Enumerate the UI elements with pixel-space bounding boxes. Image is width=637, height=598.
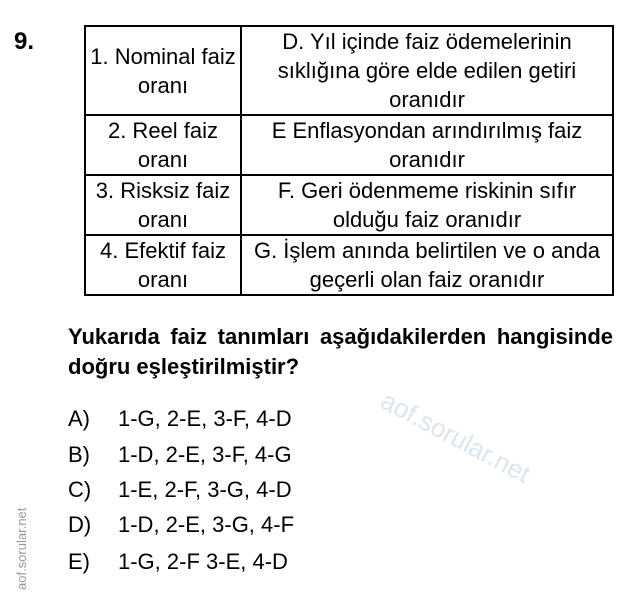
table-row bbox=[85, 235, 613, 295]
definition-cell: D. Yıl içinde faiz ödemelerinin sıklığına göre elde edilen getiri oranıdır bbox=[241, 26, 613, 115]
option-letter: D) bbox=[68, 512, 92, 537]
option-letter: B) bbox=[68, 442, 90, 467]
definition-cell: E Enflasyondan arındırılmış faiz oranıdır bbox=[241, 115, 613, 175]
option-text: 1-D, 2-E, 3-G, 4-F bbox=[118, 512, 295, 537]
term-cell: 1. Nominal faiz oranı bbox=[85, 26, 241, 115]
table-row bbox=[85, 115, 613, 175]
option-a[interactable] bbox=[68, 404, 292, 434]
option-c[interactable] bbox=[68, 475, 292, 505]
watermark: aof.sorular.net bbox=[375, 385, 536, 489]
term-cell: 3. Risksiz faiz oranı bbox=[85, 175, 241, 235]
option-e[interactable] bbox=[68, 547, 288, 577]
option-d[interactable] bbox=[68, 510, 295, 540]
definitions-table bbox=[84, 25, 614, 296]
table-row bbox=[85, 26, 613, 115]
table-row bbox=[85, 175, 613, 235]
question-text: Yukarıda faiz tanımları aşağıdakilerden hangisinde doğru eşleştirilmiştir? bbox=[68, 324, 613, 379]
option-text: 1-D, 2-E, 3-F, 4-G bbox=[118, 442, 292, 467]
term-cell: 4. Efektif faiz oranı bbox=[85, 235, 241, 295]
question-number: 9. bbox=[14, 28, 35, 55]
side-watermark: aof.sorular.net bbox=[14, 507, 29, 590]
option-text: 1-E, 2-F, 3-G, 4-D bbox=[118, 477, 292, 502]
option-text: 1-G, 2-F 3-E, 4-D bbox=[118, 549, 288, 574]
option-text: 1-G, 2-E, 3-F, 4-D bbox=[118, 406, 292, 431]
option-letter: A) bbox=[68, 406, 90, 431]
term-cell: 2. Reel faiz oranı bbox=[85, 115, 241, 175]
option-b[interactable] bbox=[68, 440, 292, 470]
definition-cell: G. İşlem anında belirtilen ve o anda geçerli olan faiz oranıdır bbox=[241, 235, 613, 295]
option-letter: C) bbox=[68, 477, 92, 502]
definition-cell: F. Geri ödenmeme riskinin sıfır olduğu faiz oranıdır bbox=[241, 175, 613, 235]
option-letter: E) bbox=[68, 549, 90, 574]
